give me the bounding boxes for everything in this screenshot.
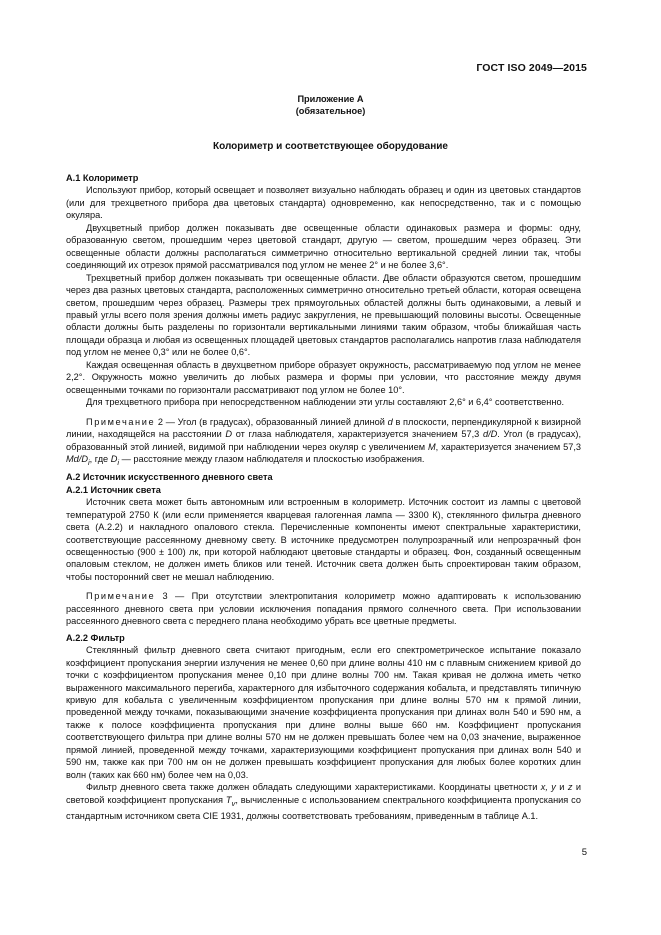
paragraph: Двухцветный прибор должен показывать две освещенные области одинаковых размера и формы: одну, образованную светом, прошедшим через цветовой стандарт, другую — светом, прошедшим через образец. Эти освещенные области должны располагаться симметрично относительно вертикальной средней линии так, чтобы соединяющий их отрезок прямой рассматривался под углом не менее 2° и не более 3,6°. <box>66 222 581 271</box>
appendix-subtitle: (обязательное) <box>295 105 366 116</box>
paragraph: Каждая освещенная область в двухцветном приборе образует окружность, рассматриваемую под углом не менее 2,2°. Окружность можно увеличить до любых размера и формы при условии, что расстояние между двумя освещенными точками по горизонтали рассматривают под углом не более 10°. <box>66 359 581 395</box>
appendix-title: Приложение А <box>297 94 364 104</box>
section-heading-a1: А.1 Колориметр <box>66 173 139 183</box>
document-id: ГОСТ ISO 2049—2015 <box>476 62 587 74</box>
appendix-heading <box>0 94 661 117</box>
note-3: Примечание 3 — При отсутствии электропитания колориметр можно адаптировать к использованию рассеянного дневного света при условии исключения попадания прямого солнечного света. При использовании рассеянного дневного света с переднего плана необходимо убрать все цветные предметы. <box>66 591 581 627</box>
main-title: Колориметр и соответствующее оборудование <box>213 141 448 152</box>
paragraph: Фильтр дневного света также должен обладать следующими характеристиками. Координаты цветности x, y и z и световой коэффициент пропускания $T_v$, вычисленные с использованием спектрального коэффициента пропускания со стандартным источником света CIE 1931, должны соответствовать требованиям, приведенным в таблице А.1. <box>66 782 581 821</box>
note-2: Примечание 2 — Угол (в градусах), образованный линией длиной d в плоскости, перпендикулярной к визирной линии, находящейся на расстоянии D от глаза наблюдателя, характеризуется значением 57,3 d/D. Угол (в градусах), образованный этой линией, видимой при наблюдении через окуляр с увеличением M, характеризуется значением 57,3 $Md/D_i$, где $D_i$ — расстояние между глазом наблюдателя и плоскостью изображения. <box>66 416 581 467</box>
note-label: Примечание <box>86 416 156 427</box>
paragraph: Используют прибор, который освещает и позволяет визуально наблюдать образец и один из цветовых стандартов (или для трехцветного прибора два цветовых стандарта) одновременно, как непосредственно, так и с помощью окуляра. <box>66 185 581 221</box>
paragraph: Источник света может быть автономным или встроенным в колориметр. Источник состоит из лампы с цветовой температурой 2750 К (или если применяется кварцевая галогенная лампа — 3300 К), стеклянного фильтра дневного света (А.2.2) и накладного опалового стекла. Перечисленные компоненты имеют спектральные характеристики, соответствующие рассеянному дневному свету. В источнике предусмотрен полупрозрачный или непрозрачный фон освещенностью (900 ± 100) лк, при которой наблюдают цветовые стандарты и образец. Фон, созданный освещенным опаловым стеклом, не должен иметь бликов или теней. Источник света должен быть спроектирован таким образом, чтобы посторонний свет не мешал наблюдению. <box>66 497 581 582</box>
paragraph: Стеклянный фильтр дневного света считают пригодным, если его спектрометрическое испытание показало коэффициент пропускания энергии излучения не менее 0,60 при длине волны 410 нм с плавным снижением кривой до точки с коэффициентом пропускания менее 0,10 при длине волны 700 нм. Такая кривая не должна иметь четко выраженного максимального перегиба, характерного для избыточного содержания кобальта, и представлять типичную кривую для кобальта с увеличенным коэффициентом пропускания при длине волны 570 нм к прямой линии, проведенной между точками, показывающими значение коэффициента пропускания при длинах волн 540 и 590 нм, а также к полосе коэффициента пропускания при длине волны выше 660 нм. Коэффициент пропускания соответствующего фильтра при длине волны 570 нм не должен превышать более чем на 0,03 значение, выраженное прямой линией, проведенной между точками, характеризующими коэффициент пропускания при длинах волн 540 и 590 нм, также как при 700 нм он не должен превышать коэффициент пропускания для любых более коротких длин волн (таких как 660 нм) более чем на 0,03. <box>66 645 581 780</box>
paragraph: Трехцветный прибор должен показывать три освещенные области. Две области образуются светом, прошедшим через два разных цветовых стандарта, расположенных симметрично относительно третьей области, которая освещена светом, прошедшим через образец. Размеры трех прямоугольных областей должны быть одинаковыми, а левый и правый углы всего поля зрения должны иметь радиус закругления, не превышающий половины высоты. Освещенные области должны быть разделены по горизонтали вертикальными линиями таким образом, чтобы ближайшая часть площади образца и любая из освещенных площадей цветовых стандартов располагались напротив глаза наблюдателя под углом не менее 0,3° или не более 0,6°. <box>66 272 581 358</box>
section-heading-a22: А.2.2 Фильтр <box>66 632 125 643</box>
note-label: Примечание <box>86 591 156 602</box>
document-body <box>66 172 581 822</box>
section-heading-a21: А.2.1 Источник света <box>66 484 161 495</box>
section-heading-a2: А.2 Источник искусственного дневного света <box>66 472 273 483</box>
page-number: 5 <box>581 847 587 858</box>
paragraph: Для трехцветного прибора при непосредственном наблюдении эти углы составляют 2,6° и 6,4° соответственно. <box>86 397 565 408</box>
